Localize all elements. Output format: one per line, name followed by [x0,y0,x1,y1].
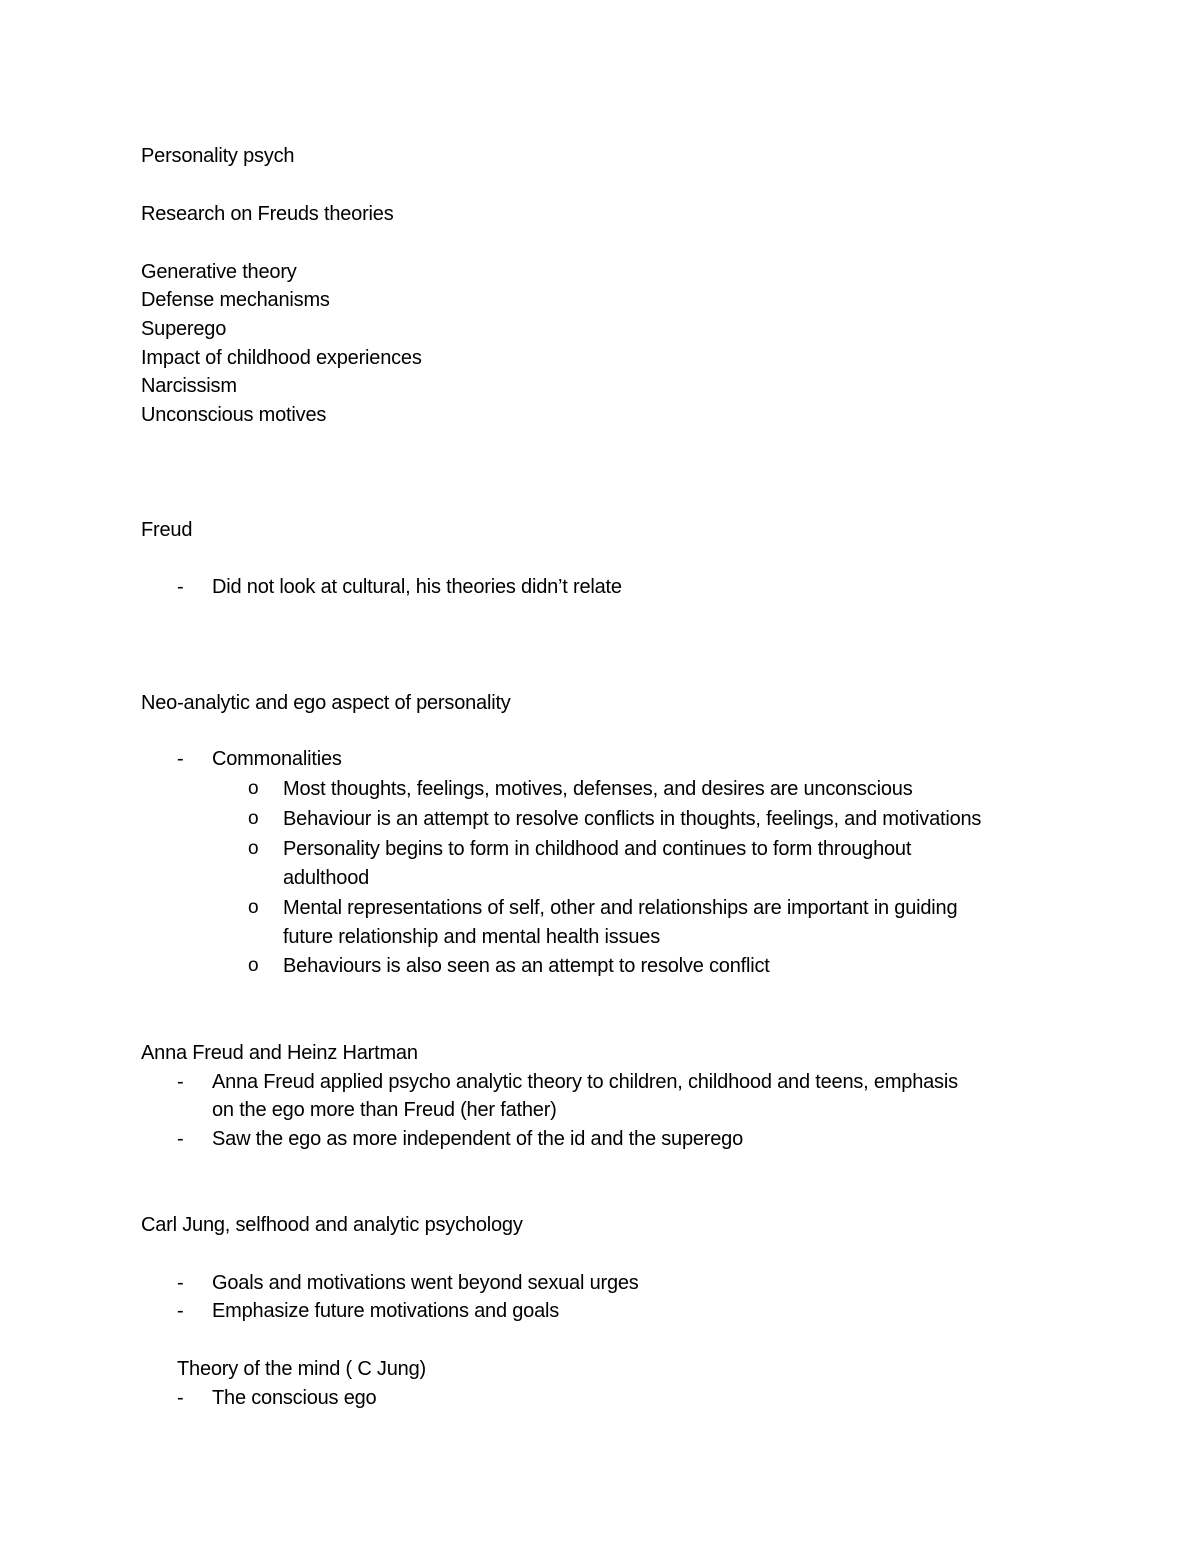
document-title: Personality psych [141,145,295,167]
bullet-dash: - [177,1300,184,1322]
anna-point: Saw the ego as more independent of the id and the superego [212,1128,744,1150]
research-topic: Narcissism [141,375,237,397]
research-topic: Generative theory [141,261,297,283]
research-topic: Impact of childhood experiences [141,347,422,369]
commonalities-label: Commonalities [212,748,342,770]
commonality-item-continued: adulthood [283,867,370,889]
section-heading-carl-jung: Carl Jung, selfhood and analytic psychology [141,1214,523,1236]
research-topic: Unconscious motives [141,404,327,426]
bullet-dash: - [177,1387,184,1409]
freud-point: Did not look at cultural, his theories didn’t relate [212,576,622,598]
section-heading-neo-analytic: Neo-analytic and ego aspect of personality [141,692,511,714]
bullet-dash: - [177,748,184,770]
bullet-dash: - [177,1128,184,1150]
commonality-item: Behaviours is also seen as an attempt to resolve conflict [283,955,770,977]
anna-point: Anna Freud applied psycho analytic theory to children, childhood and teens, emphasis [212,1071,958,1093]
sub-bullet-circle: o [248,838,259,859]
commonality-item: Behaviour is an attempt to resolve conflicts in thoughts, feelings, and motivations [283,808,982,830]
research-topic: Defense mechanisms [141,289,330,311]
jung-point: Goals and motivations went beyond sexual urges [212,1272,639,1294]
research-topic: Superego [141,318,227,340]
jung-point: Emphasize future motivations and goals [212,1300,560,1322]
section-heading-anna-freud: Anna Freud and Heinz Hartman [141,1042,418,1064]
bullet-dash: - [177,1071,184,1093]
bullet-dash: - [177,1272,184,1294]
commonality-item-continued: future relationship and mental health issues [283,926,660,948]
commonality-item: Mental representations of self, other and relationships are important in guiding [283,897,958,919]
subsection-heading-theory-of-mind: Theory of the mind ( C Jung) [177,1358,426,1380]
sub-bullet-circle: o [248,778,259,799]
sub-bullet-circle: o [248,897,259,918]
section-heading-freud: Freud [141,519,193,541]
section-heading-research: Research on Freuds theories [141,203,394,225]
sub-bullet-circle: o [248,955,259,976]
theory-mind-point: The conscious ego [212,1387,377,1409]
commonality-item: Personality begins to form in childhood and continues to form throughout [283,838,912,860]
bullet-dash: - [177,576,184,598]
anna-point-continued: on the ego more than Freud (her father) [212,1099,557,1121]
commonality-item: Most thoughts, feelings, motives, defenses, and desires are unconscious [283,778,913,800]
sub-bullet-circle: o [248,808,259,829]
